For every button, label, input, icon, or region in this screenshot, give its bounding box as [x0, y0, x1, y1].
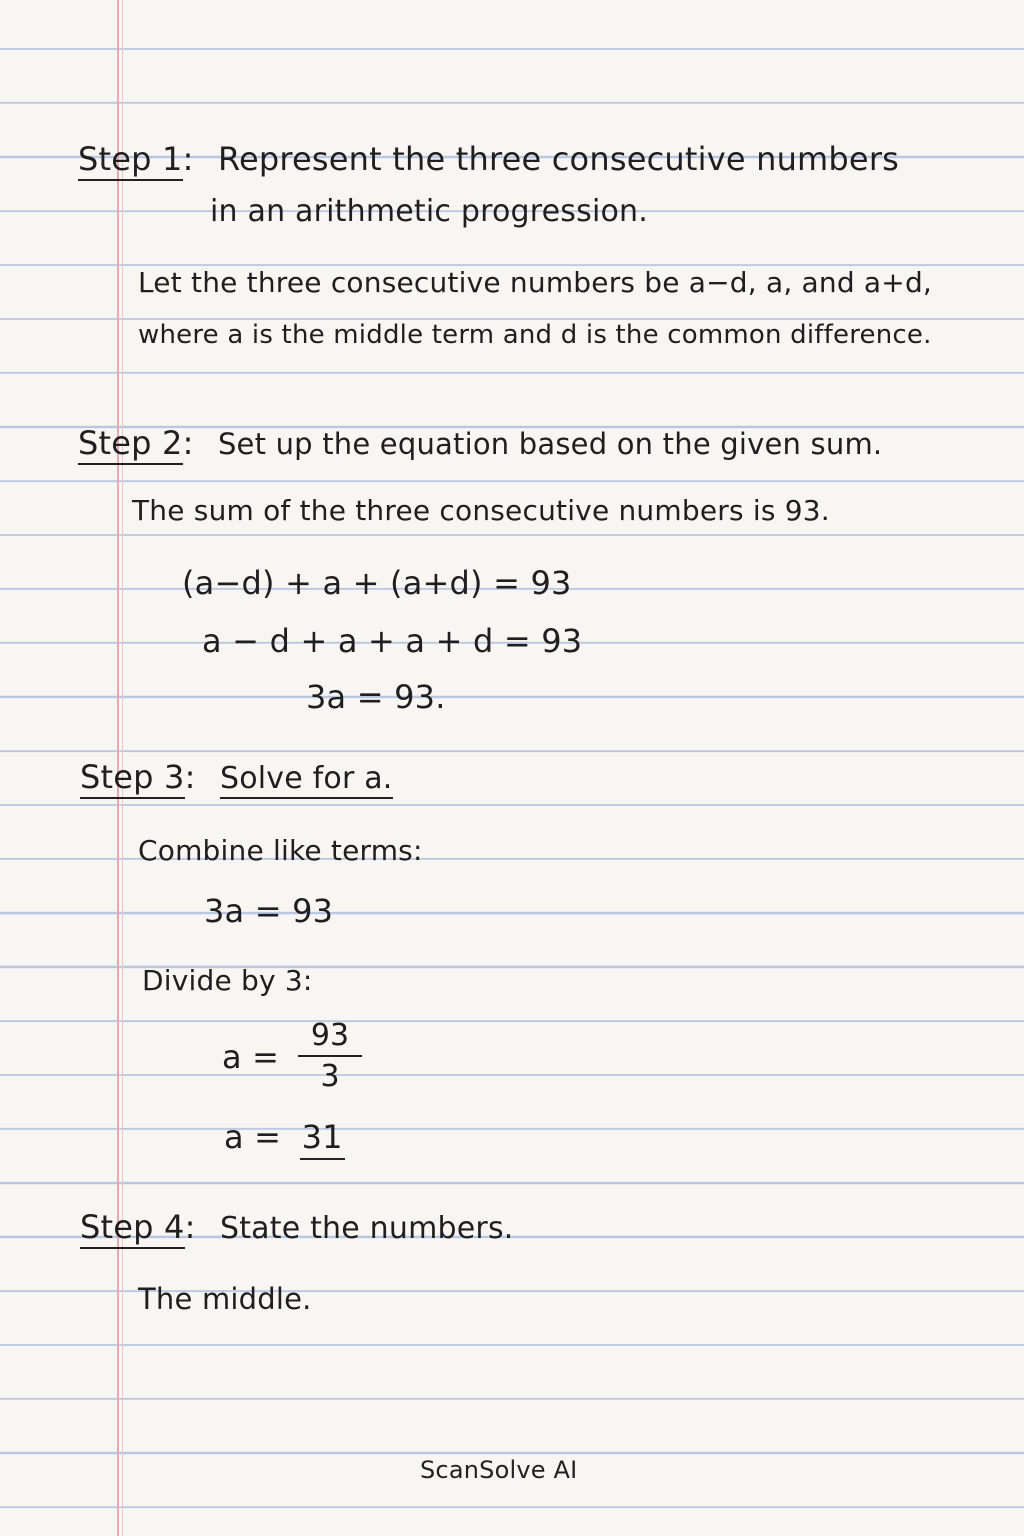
step3-label: Step 3	[80, 758, 185, 799]
step2-heading	[78, 424, 882, 462]
step1-label: Step 1	[78, 140, 183, 181]
result-lhs: a =	[224, 1118, 282, 1156]
fraction	[298, 1018, 362, 1094]
fraction-denominator: 3	[320, 1059, 340, 1094]
step1-title-line1: Represent the three consecutive numbers	[217, 140, 900, 178]
result-equation	[224, 1118, 345, 1156]
step3-colon: :	[184, 758, 196, 796]
step2-equation-1: (a−d) + a + (a+d) = 93	[182, 564, 572, 602]
result-value: 31	[300, 1118, 345, 1160]
step1-body-line2: where a is the middle term and d is the common difference.	[138, 320, 932, 350]
step3-combine-label: Combine like terms:	[138, 834, 423, 867]
fraction-numerator: 93	[298, 1018, 362, 1057]
step2-body: The sum of the three consecutive numbers is 93.	[132, 494, 830, 527]
step1-colon: :	[182, 140, 194, 178]
step2-label: Step 2	[78, 424, 183, 465]
fraction-lhs: a =	[222, 1038, 280, 1076]
footer-brand: ScanSolve AI	[420, 1456, 578, 1484]
step2-colon: :	[182, 424, 194, 462]
step3-equation: 3a = 93	[204, 892, 334, 930]
step4-body: The middle.	[138, 1282, 312, 1316]
step1-heading	[78, 140, 899, 178]
step3-title: Solve for a.	[220, 761, 393, 799]
step2-title: Set up the equation based on the given sum.	[217, 427, 883, 461]
step2-equation-2: a − d + a + a + d = 93	[202, 622, 583, 660]
step4-colon: :	[184, 1208, 196, 1246]
step3-divide-label: Divide by 3:	[142, 964, 313, 997]
step4-title: State the numbers.	[219, 1211, 514, 1246]
step3-heading	[80, 758, 393, 796]
step1-title-line2: in an arithmetic progression.	[210, 194, 649, 229]
step2-equation-3: 3a = 93.	[306, 678, 446, 716]
step1-body-line1: Let the three consecutive numbers be a−d, a, and a+d,	[138, 266, 933, 299]
step4-heading	[80, 1208, 514, 1246]
step4-label: Step 4	[80, 1208, 185, 1249]
